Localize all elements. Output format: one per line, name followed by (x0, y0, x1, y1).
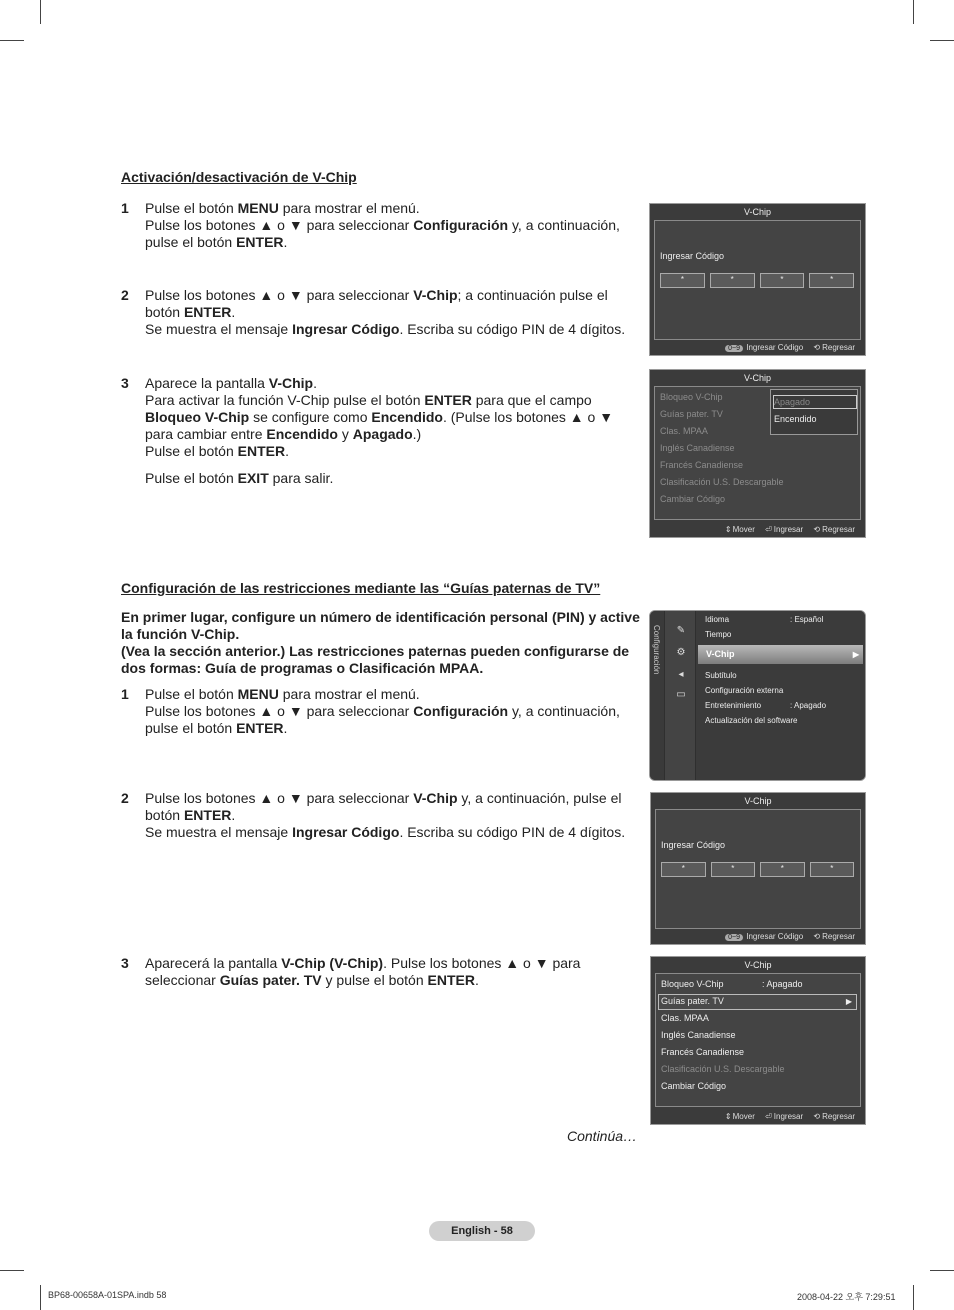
continues-note: Continúa… (567, 1128, 638, 1144)
menu-item[interactable]: Clas. MPAA (661, 1013, 709, 1023)
crop-mark (913, 1285, 914, 1310)
return-icon: ⟲ (813, 343, 821, 352)
screen-footer: ⇕Mover ⏎ Ingresar ⟲ Regresar (724, 1112, 855, 1121)
menu-item[interactable]: Clas. MPAA (660, 426, 708, 436)
pin-screen (650, 792, 866, 945)
menu-item-bloqueo[interactable]: Bloqueo V-Chip : Apagado (661, 979, 803, 989)
footer-file: BP68-00658A-01SPA.indb 58 (48, 1290, 167, 1300)
screen-title: V-Chip (744, 960, 772, 970)
menu-item[interactable]: Cambiar Código (661, 1081, 727, 1091)
step-number: 1 (121, 200, 129, 216)
setup-item-subtitulo[interactable]: Subtítulo (705, 671, 737, 680)
return-icon: ⟲ (813, 932, 821, 941)
pin-digit-field[interactable]: * (760, 273, 805, 288)
screen-footer: 0~9 Ingresar Código ⟲ Regresar (717, 932, 855, 941)
setup-menu-screen (649, 610, 866, 781)
pin-digit-field[interactable]: * (710, 273, 755, 288)
section1-step2-text: Pulse los botones ▲ o ▼ para seleccionar V-Chip; a continuación pulse el botón ENTER. Se muestra el mensaje Ingresar Código. Escriba su código PIN de 4 dígitos. (145, 287, 626, 337)
picture-icon[interactable]: ✎ (676, 625, 686, 636)
pin-digit-field[interactable]: * (661, 862, 706, 877)
selected-row[interactable]: Guías pater. TV ▶ (658, 994, 857, 1010)
pin-screen (649, 203, 866, 356)
option-popup (770, 389, 858, 435)
enter-icon: ⏎ (765, 1112, 772, 1121)
section1-heading: Activación/desactivación de V-Chip (121, 169, 357, 185)
section2-intro: En primer lugar, configure un número de identificación personal (PIN) y active la función V-Chip. (Vea la sección anterior.) Las restricciones paternas pueden configurarse de dos formas: Guía de programas o Clasificación MPAA. (121, 609, 640, 676)
footer-date: 2008-04-22 오후 7:29:51 (797, 1292, 896, 1302)
menu-item[interactable]: Inglés Canadiense (660, 443, 735, 453)
pin-digit-field[interactable]: * (760, 862, 805, 877)
crop-mark (0, 40, 24, 41)
setup-item-idioma[interactable]: Idioma : Español (705, 615, 824, 624)
menu-item[interactable]: Clasificación U.S. Descargable (661, 1064, 785, 1074)
page-number-badge: English - 58 (429, 1221, 535, 1241)
setup-item-actualizacion[interactable]: Actualización del software (705, 716, 798, 725)
section1-step3-text: Aparece la pantalla V-Chip. Para activar la función V-Chip pulse el botón ENTER para que el campo Bloqueo V-Chip se configure como Encendido. (Pulse los botones ▲ o ▼ para cambiar entre Encendido y Apagado.) Pulse el botón ENTER. Pulse el botón EXIT para salir. (145, 375, 614, 486)
section2-heading: Configuración de las restricciones mediante las “Guías paternas de TV” (121, 580, 601, 596)
input-icon[interactable]: ▭ (676, 689, 686, 700)
arrow-right-icon: ▶ (845, 997, 852, 1006)
step-number: 2 (121, 287, 129, 303)
setup-item-config-externa[interactable]: Configuración externa (705, 686, 784, 695)
option-apagado[interactable]: Apagado (773, 395, 857, 409)
pin-digit-field[interactable]: * (660, 273, 705, 288)
screen-footer: 0~9 Ingresar Código ⟲ Regresar (717, 343, 855, 352)
move-icon: ⇕ (724, 1112, 732, 1121)
return-icon: ⟲ (813, 525, 821, 534)
crop-mark (930, 40, 954, 41)
pin-digit-field[interactable]: * (810, 862, 855, 877)
setup-item-entretenimiento[interactable]: Entretenimiento : Apagado (705, 701, 827, 710)
pin-digit-field[interactable]: * (711, 862, 756, 877)
crop-mark (40, 0, 41, 24)
crop-mark (40, 1285, 41, 1310)
setup-item-vchip[interactable]: V-Chip ▶ (698, 645, 863, 664)
screen-title: V-Chip (743, 207, 771, 217)
vchip-menu-screen-2 (650, 956, 866, 1125)
move-icon: ⇕ (724, 525, 732, 534)
menu-item[interactable]: Francés Canadiense (660, 460, 744, 470)
crop-mark (930, 1270, 954, 1271)
crop-mark (913, 0, 914, 24)
pin-digit-field[interactable]: * (809, 273, 854, 288)
gear-icon[interactable]: ⚙ (676, 647, 686, 658)
speaker-icon[interactable]: ◂ (678, 669, 684, 680)
pin-label: Ingresar Código (661, 840, 726, 850)
screen-title: V-Chip (744, 796, 772, 806)
menu-item[interactable]: Guías pater. TV (660, 409, 723, 419)
number-keys-icon: 0~9 (725, 345, 743, 352)
step-number: 2 (121, 790, 129, 806)
screen-footer: ⇕Mover ⏎ Ingresar ⟲ Regresar (724, 525, 855, 534)
menu-item[interactable]: Cambiar Código (660, 494, 726, 504)
section2-step3-text: Aparecerá la pantalla V-Chip (V-Chip). Pulse los botones ▲ o ▼ para seleccionar Guías pater. TV y pulse el botón ENTER. (145, 955, 581, 988)
arrow-right-icon: ▶ (852, 650, 859, 659)
step-number: 3 (121, 955, 129, 971)
return-icon: ⟲ (813, 1112, 821, 1121)
section2-step1-text: Pulse el botón MENU para mostrar el menú. Pulse los botones ▲ o ▼ para seleccionar Configuración y, a continuación, pulse el botón ENTER. (145, 686, 620, 736)
enter-icon: ⏎ (765, 525, 772, 534)
step-number: 3 (121, 375, 129, 391)
setup-side-label: Configuración (652, 625, 661, 675)
menu-item[interactable]: Bloqueo V-Chip (660, 392, 723, 402)
section1-step1-text: Pulse el botón MENU para mostrar el menú. Pulse los botones ▲ o ▼ para seleccionar Configuración y, a continuación, pulse el botón ENTER. (145, 200, 620, 250)
section2-step2-text: Pulse los botones ▲ o ▼ para seleccionar V-Chip y, a continuación, pulse el botón ENTER. Se muestra el mensaje Ingresar Código. Escriba su código PIN de 4 dígitos. (145, 790, 626, 840)
number-keys-icon: 0~9 (725, 934, 743, 941)
pin-label: Ingresar Código (660, 251, 725, 261)
setup-item-tiempo[interactable]: Tiempo (705, 630, 732, 639)
screen-title: V-Chip (743, 373, 771, 383)
crop-mark (0, 1270, 24, 1271)
menu-item[interactable]: Francés Canadiense (661, 1047, 745, 1057)
vchip-menu-screen (649, 369, 866, 538)
menu-item[interactable]: Clasificación U.S. Descargable (660, 477, 784, 487)
step-number: 1 (121, 686, 129, 702)
menu-item[interactable]: Inglés Canadiense (661, 1030, 736, 1040)
option-encendido[interactable]: Encendido (774, 414, 817, 424)
